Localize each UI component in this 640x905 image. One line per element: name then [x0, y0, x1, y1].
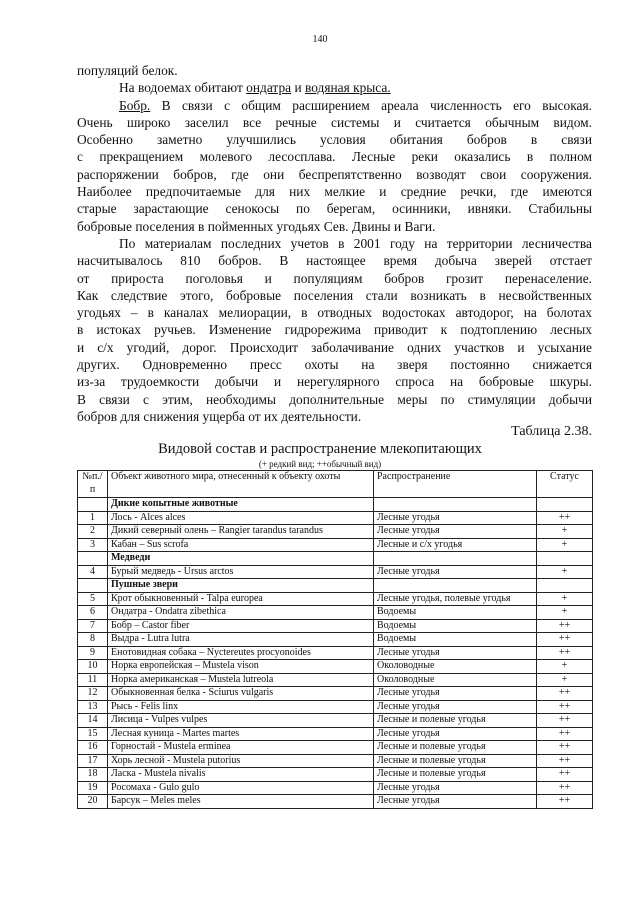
row-distribution: Лесные и полевые угодья	[374, 754, 537, 768]
header-status: Статус	[537, 471, 593, 498]
row-distribution: Лесные угодья	[374, 525, 537, 539]
row-distribution: Лесные угодья	[374, 727, 537, 741]
row-status: ++	[537, 511, 593, 525]
table-section-row	[78, 579, 593, 593]
row-status: ++	[537, 781, 593, 795]
row-number: 4	[78, 565, 108, 579]
row-species: Обыкновенная белка - Sciurus vulgaris	[108, 687, 374, 701]
row-status: ++	[537, 727, 593, 741]
row-species: Лось - Alces alces	[108, 511, 374, 525]
section-title: Дикие копытные животные	[108, 498, 374, 512]
row-number: 1	[78, 511, 108, 525]
header-distribution: Распространение	[374, 471, 537, 498]
text-line: бобров для снижения ущерба от их деятельности.	[77, 408, 362, 424]
row-status: ++	[537, 768, 593, 782]
text-line: Как следствие этого, бобровые поселения стали возникать в несвойственных	[77, 287, 592, 303]
row-distribution: Лесные угодья	[374, 687, 537, 701]
text-line: Особенно заметно улучшились условия обитания бобров в связи	[77, 132, 592, 148]
row-number: 3	[78, 538, 108, 552]
row-number: 15	[78, 727, 108, 741]
row-distribution: Водоемы	[374, 633, 537, 647]
row-status: +	[537, 565, 593, 579]
row-status: ++	[537, 714, 593, 728]
row-status: +	[537, 525, 593, 539]
text-line: в истоках ручьев. Изменение гидрорежима приводит к подтоплению лесных	[77, 322, 592, 338]
table-row	[78, 700, 593, 714]
row-distribution: Лесные и с/х угодья	[374, 538, 537, 552]
row-number: 10	[78, 660, 108, 674]
row-distribution: Лесные угодья	[374, 565, 537, 579]
row-number: 9	[78, 646, 108, 660]
row-number: 11	[78, 673, 108, 687]
section-title: Пушные звери	[108, 579, 374, 593]
text-line: распоряжении бобров, где они беспрепятственно возводят свои сооружения.	[77, 166, 592, 182]
section-title: Медведи	[108, 552, 374, 566]
row-number: 6	[78, 606, 108, 620]
row-number: 14	[78, 714, 108, 728]
table-row	[78, 606, 593, 620]
row-species: Дикий северный олень – Rangier tarandus tarandus	[108, 525, 374, 539]
header-num: №п./п	[78, 471, 108, 498]
ondatra-link-text: ондатра	[246, 80, 292, 96]
row-number: 19	[78, 781, 108, 795]
row-distribution: Лесные угодья	[374, 795, 537, 809]
text-line: других. Одновременно пресс охоты на зверя постоянно снижается	[77, 357, 592, 373]
table-row	[78, 795, 593, 809]
row-status: +	[537, 673, 593, 687]
row-distribution: Лесные угодья	[374, 781, 537, 795]
table-number: Таблица 2.38.	[511, 424, 592, 439]
row-species: Барсук – Meles meles	[108, 795, 374, 809]
row-distribution: Водоемы	[374, 606, 537, 620]
row-number: 16	[78, 741, 108, 755]
water-rat-text: водяная крыса.	[304, 80, 391, 96]
row-status: ++	[537, 633, 593, 647]
row-status: ++	[537, 687, 593, 701]
table-row	[78, 714, 593, 728]
table-row	[78, 538, 593, 552]
text-line: Бобр. В связи с общим расширением ареала численность его высокая.	[119, 97, 592, 113]
text-line: В связи с этим, необходимы дополнительные меры по стимуляции добычи	[77, 391, 592, 407]
table-row	[78, 673, 593, 687]
row-species: Выдра - Lutra lutra	[108, 633, 374, 647]
text-line: с прекращением молевого лесосплава. Лесные реки оказались в полном	[77, 149, 592, 165]
row-number: 18	[78, 768, 108, 782]
text-line: На водоемах обитают ондатра и водяная крыса.	[119, 80, 391, 96]
table-row	[78, 646, 593, 660]
row-species: Горностай - Mustela erminea	[108, 741, 374, 755]
row-status: ++	[537, 754, 593, 768]
table-title: Видовой состав и распространение млекопитающих	[158, 441, 482, 457]
row-species: Енотовидная собака – Nyctereutes procyonoides	[108, 646, 374, 660]
row-species: Кабан – Sus scrofa	[108, 538, 374, 552]
row-species: Норка американская – Mustela lutreola	[108, 673, 374, 687]
row-number: 7	[78, 619, 108, 633]
table-row	[78, 687, 593, 701]
row-number: 20	[78, 795, 108, 809]
text-line: угодьях – в каналах мелиорации, в отводных водостоках автодорог, на болотах	[77, 305, 592, 321]
row-species: Лесная куница - Martes martes	[108, 727, 374, 741]
row-status: ++	[537, 646, 593, 660]
row-species: Ласка - Mustela nivalis	[108, 768, 374, 782]
row-species: Крот обыкновенный - Talpa europea	[108, 592, 374, 606]
row-status: +	[537, 538, 593, 552]
row-status: ++	[537, 619, 593, 633]
row-distribution: Околоводные	[374, 660, 537, 674]
text-line: бобровые поселения в пойменных угодьях Сев. Двины и Ваги.	[77, 218, 436, 234]
row-distribution: Лесные и полевые угодья	[374, 768, 537, 782]
row-status: +	[537, 606, 593, 620]
page-number: 140	[312, 34, 328, 45]
text-line: популяций белок.	[77, 63, 178, 78]
row-distribution: Водоемы	[374, 619, 537, 633]
row-status: +	[537, 660, 593, 674]
row-species: Бобр – Castor fiber	[108, 619, 374, 633]
table-header-row	[78, 471, 593, 498]
row-species: Норка европейская – Mustela vison	[108, 660, 374, 674]
row-number: 12	[78, 687, 108, 701]
table-row	[78, 525, 593, 539]
text-line: Очень широко заселил все речные системы и считается обычным видом.	[77, 114, 592, 130]
table-row	[78, 633, 593, 647]
text-line: Наиболее предпочитаемые для них мелкие и средние речки, где имеются	[77, 184, 592, 200]
row-distribution: Лесные угодья, полевые угодья	[374, 592, 537, 606]
row-distribution: Лесные угодья	[374, 646, 537, 660]
table-row	[78, 741, 593, 755]
row-status: ++	[537, 741, 593, 755]
row-species: Хорь лесной - Mustela putorius	[108, 754, 374, 768]
table-row	[78, 781, 593, 795]
row-distribution: Лесные угодья	[374, 511, 537, 525]
text-line: По материалам последних учетов в 2001 году на территории лесничества	[119, 235, 592, 251]
row-distribution: Лесные угодья	[374, 700, 537, 714]
table-section-row	[78, 498, 593, 512]
table-section-row	[78, 552, 593, 566]
table-row	[78, 511, 593, 525]
mammals-table	[77, 470, 593, 809]
row-species: Росомаха - Gulo gulo	[108, 781, 374, 795]
table-row	[78, 565, 593, 579]
table-row	[78, 619, 593, 633]
table-subtitle: (+ редкий вид; ++обычный вид)	[258, 459, 382, 469]
table-row	[78, 592, 593, 606]
row-number: 5	[78, 592, 108, 606]
table-row	[78, 754, 593, 768]
table-row	[78, 727, 593, 741]
text-line: и с/х угодий, дорог. Происходит заболачивание одних участков и усыхание	[77, 339, 592, 355]
text-line: из-за трудоемкости добычи и нерегулярного спроса на бобровые шкуры.	[77, 374, 592, 390]
text-line: от прироста поголовья и популяциям бобров грозит перенаселение.	[77, 270, 592, 286]
table-row	[78, 768, 593, 782]
table-row	[78, 660, 593, 674]
row-status: ++	[537, 700, 593, 714]
row-number: 2	[78, 525, 108, 539]
row-number: 17	[78, 754, 108, 768]
row-status: ++	[537, 795, 593, 809]
text-line: старые зарастающие сенокосы по берегам, осинники, ивняки. Стабильны	[77, 201, 592, 217]
text-line: насчитывалось 810 бобров. В настоящее время добыча зверей отстает	[77, 253, 592, 269]
row-number: 13	[78, 700, 108, 714]
body-text	[77, 62, 592, 425]
row-distribution: Лесные и полевые угодья	[374, 714, 537, 728]
row-species: Рысь - Felis linx	[108, 700, 374, 714]
row-distribution: Околоводные	[374, 673, 537, 687]
row-status: +	[537, 592, 593, 606]
row-species: Бурый медведь - Ursus arctos	[108, 565, 374, 579]
header-object: Объект животного мира, отнесенный к объекту охоты	[108, 471, 374, 498]
row-species: Лисица - Vulpes vulpes	[108, 714, 374, 728]
beaver-heading: Бобр.	[119, 97, 151, 113]
row-species: Ондатра - Ondatra zibethica	[108, 606, 374, 620]
row-distribution: Лесные и полевые угодья	[374, 741, 537, 755]
row-number: 8	[78, 633, 108, 647]
